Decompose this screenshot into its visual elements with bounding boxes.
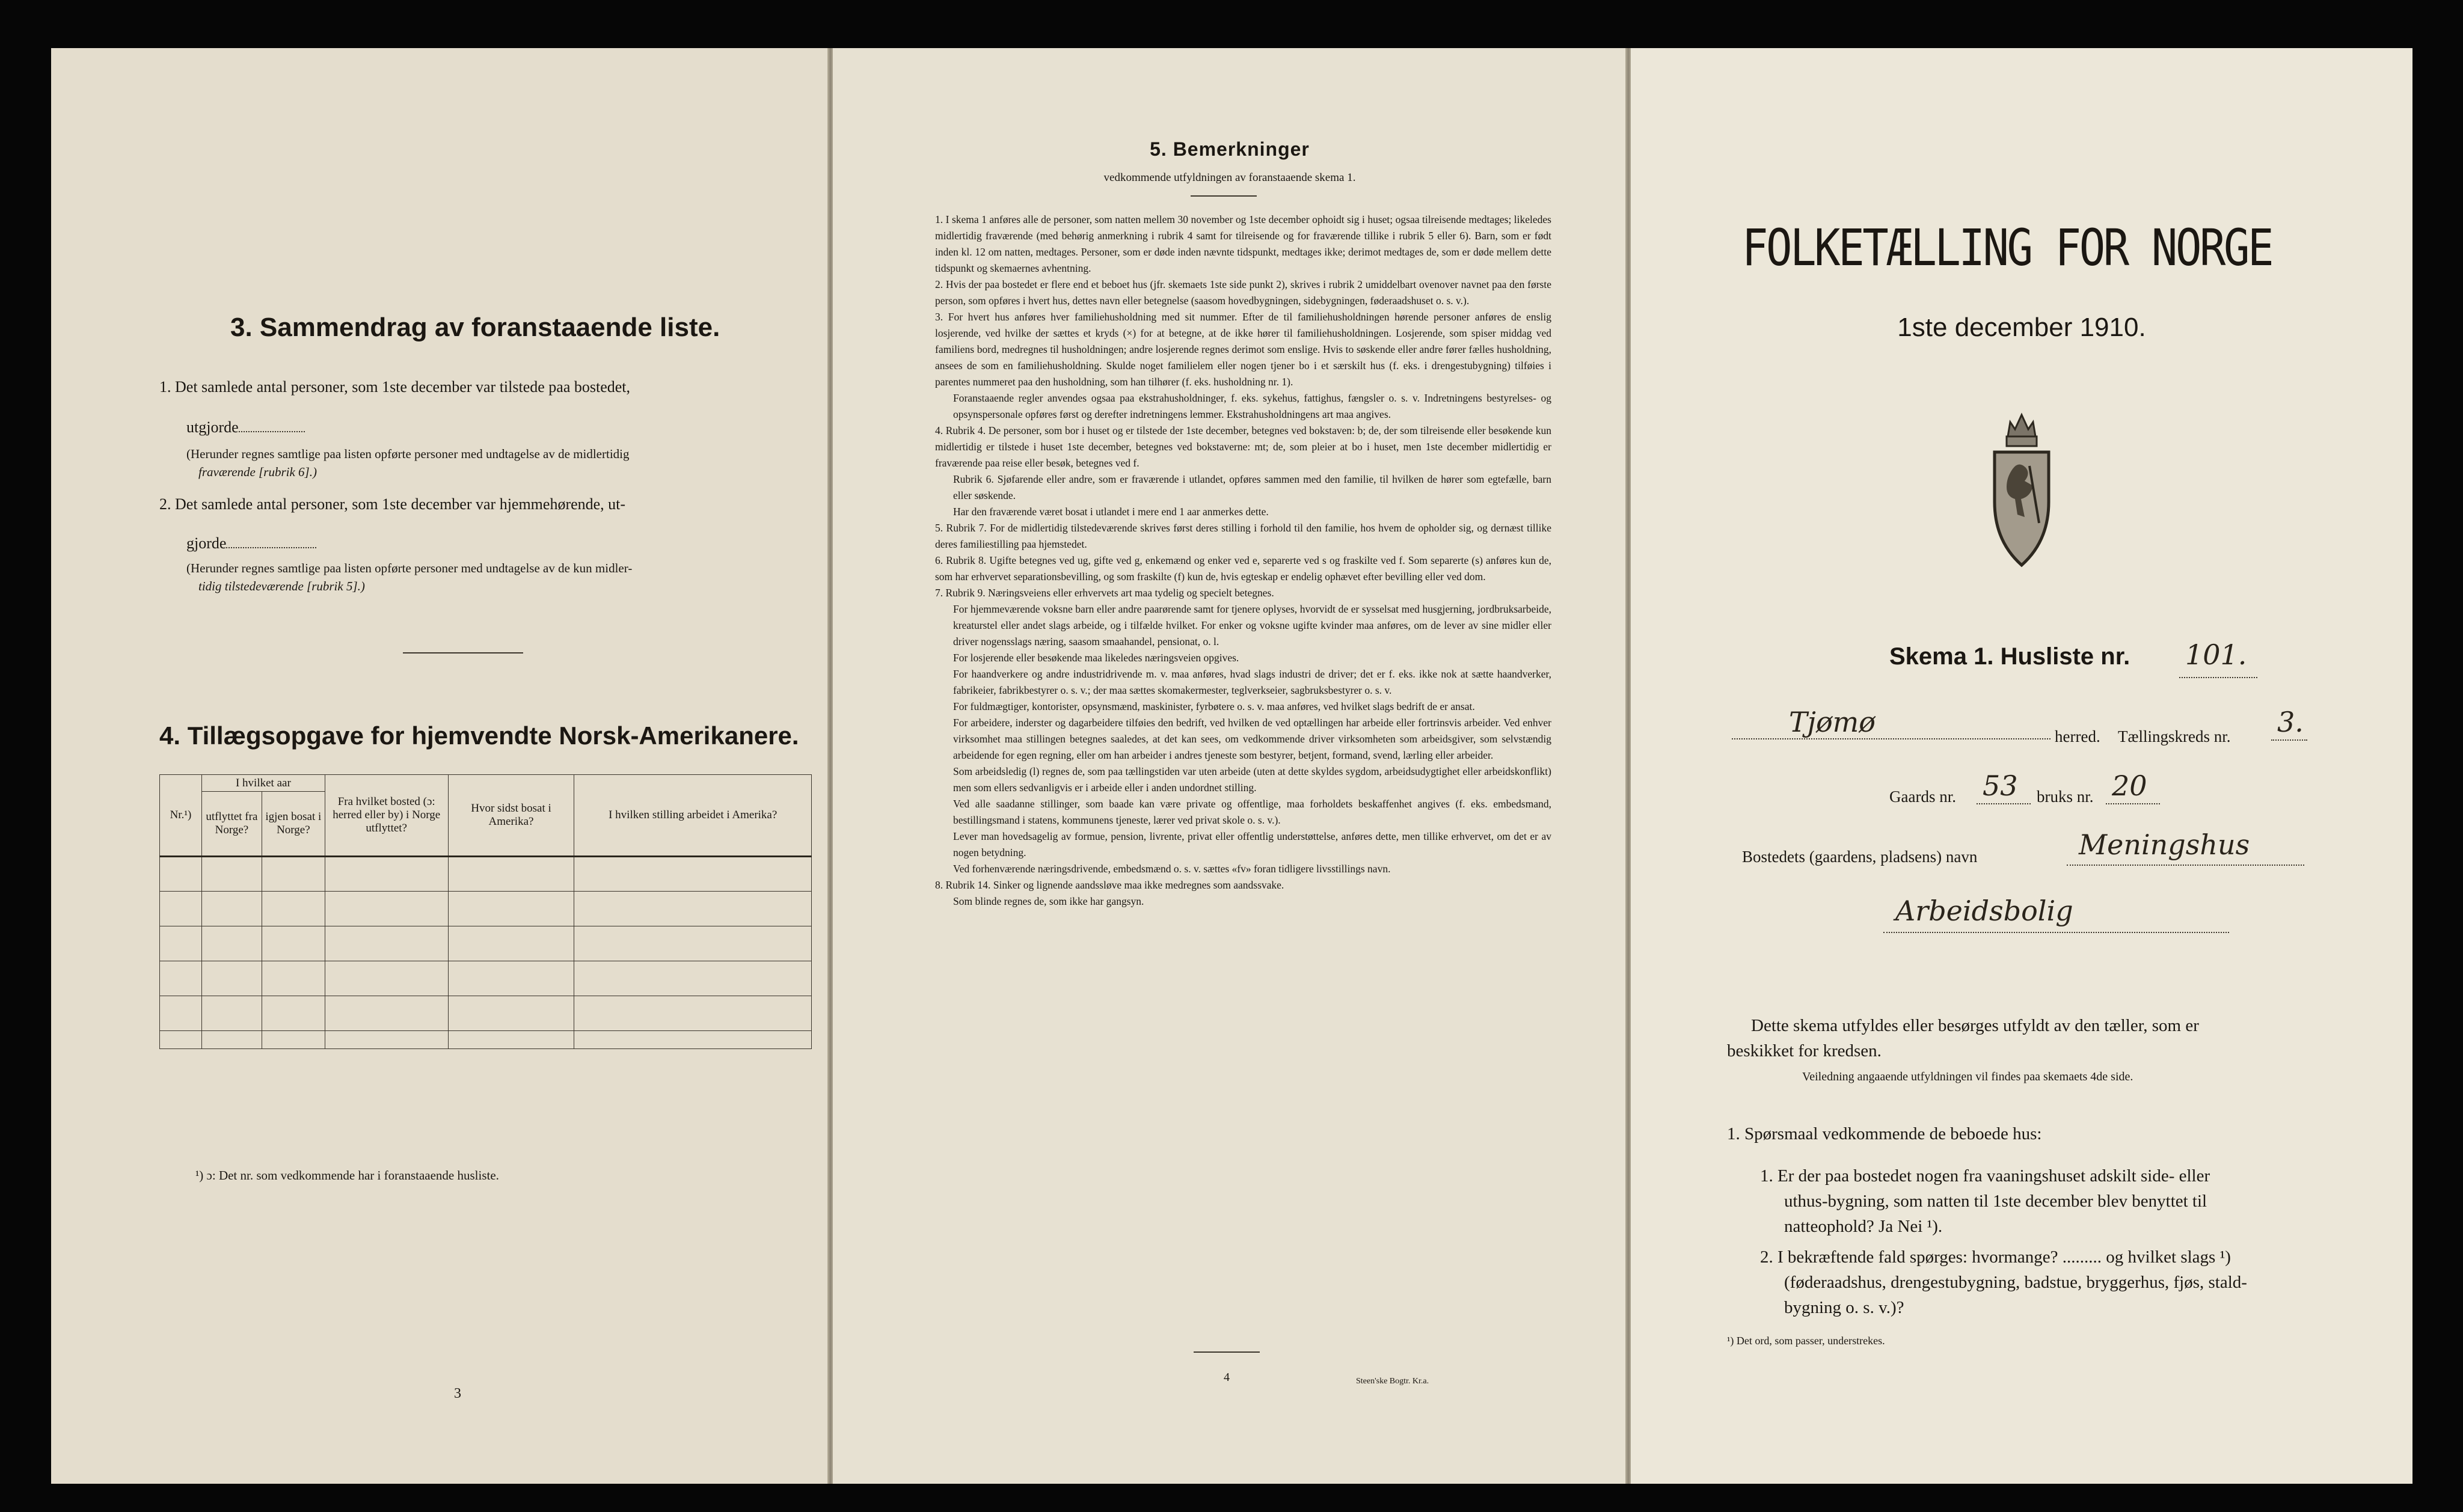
intro-note: Veiledning angaaende utfyldningen vil findes paa skemaets 4de side.	[1802, 1070, 2133, 1083]
herred-label: herred.	[2055, 727, 2100, 745]
remark-6: 6. Rubrik 8. Ugifte betegnes ved ug, gifte ved g, enkemænd og enker ved e, separerte ved s og fraskilte ved f. Som separerte (s) anføres kun de, som har erhvervet separationsbevilling, og som fraskilte (f) kun de, hvis egteskap er endelig ophævet efter bevilling eller ved dom.	[935, 554, 1551, 583]
divider	[1191, 195, 1257, 197]
remark-2: 2. Hvis der paa bostedet er flere end et beboet hus (jfr. skemaets 1ste side punkt 2), skrives i rubrik 2 umiddelbart ovenover navnet paa den første person, som opføres i hvert hus, dettes navn eller betegnelse (saasom hovedbygningen, sidebygningen, føderaadshuset o. s. v.).	[935, 278, 1551, 307]
remark-8b: Som blinde regnes de, som ikke har gangsyn.	[953, 895, 1144, 907]
table-row	[160, 1031, 812, 1049]
questions-heading: 1. Spørsmaal vedkommende de beboede hus:	[1727, 1124, 2042, 1143]
remark-7h: Ved alle saadanne stillinger, som baade kan være private og offentlige, maa forholdets beskaffenhet angives (f. eks. embedsmand, bestillingsmand i statens, kommunens tjeneste, lærer ved privat skole o. s. v.).	[953, 798, 1551, 826]
remark-3b: Foranstaaende regler anvendes ogsaa paa ekstrahusholdninger, f. eks. sykehus, fattighus, fængsler o. s. v. Indretningens bestyrelses- og opsynspersonale opføres først og derefter indretningens lemmer. Ekstrahusholdningens art maa angives.	[953, 392, 1551, 420]
remark-7f: For arbeidere, inderster og dagarbeidere tilføies den bedrift, ved hvilken de ved optællingen har arbeide eller fortrinsvis arbeider. Ved enhver virksomhet maa stillingen betegnes saaledes, at det kan sees, om vedkommende driver virksomheten som arbeidsgiver, som selvstændig arbeidende for egen regning, eller om han arbeider i andres tjeneste som bestyrer, betjent, formand, svend, lærling eller arbeider.	[953, 717, 1551, 761]
summary-item-1-note: (Herunder regnes samtlige paa listen opførte personer med undtagelse av de midlertidig fraværende [rubrik 6].)	[186, 447, 630, 479]
summary-item-2: 2. Det samlede antal personer, som 1ste december var hjemmehørende, ut-	[159, 495, 626, 513]
remark-7b: For hjemmeværende voksne barn eller andre paarørende samt for tjenere oplyses, hvorvidt de er sysselsat med husgjerning, jordbruksarbeide, kreaturstel eller andet slags arbeide, og i tilfælde hvilket. For enker og voksne ugifte kvinder maa anføres, om de lever av sine midler eller driver nogensslags næring, saasom smaahandel, pensionat, o. l.	[953, 603, 1551, 647]
printer-mark: Steen'ske Bogtr. Kr.a.	[1356, 1377, 1429, 1386]
norsk-amerikanere-table	[159, 774, 812, 1049]
table-row	[160, 961, 812, 996]
divider	[403, 652, 523, 653]
herred-field	[1732, 706, 2050, 739]
table-footnote: ¹) ɔ: Det nr. som vedkommende har i foranstaaende husliste.	[195, 1168, 499, 1183]
remark-7c: For losjerende eller besøkende maa likeledes næringsveien opgives.	[953, 652, 1239, 664]
summary-item-1: 1. Det samlede antal personer, som 1ste december var tilstede paa bostedet,	[159, 378, 631, 396]
remark-7: 7. Rubrik 9. Næringsveiens eller erhvervets art maa tydelig og specielt betegnes.	[935, 587, 1274, 599]
census-date: 1ste december 1910.	[1897, 313, 2146, 342]
front-footnote: ¹) Det ord, som passer, understrekes.	[1727, 1335, 1885, 1347]
table-row	[160, 857, 812, 892]
page-number: 4	[1224, 1371, 1230, 1384]
remark-7i: Lever man hovedsagelig av formue, pension, livrente, privat eller offentlig understøttelse, anføres dette, men tillike erhvervet, om det er av nogen betydning.	[953, 830, 1551, 859]
section-3-title: 3. Sammendrag av foranstaaende liste.	[230, 313, 720, 342]
col-bosted: Fra hvilket bosted (ɔ: herred eller by) i Norge utflyttet?	[325, 775, 448, 857]
census-title: FOLKETÆLLING FOR NORGE	[1742, 218, 2272, 277]
col-group-year: I hvilket aar	[201, 775, 325, 792]
bosted-value: Meningshus	[2079, 828, 2250, 861]
coat-of-arms-icon	[1977, 397, 2067, 577]
remarks-title: 5. Bemerkninger	[1150, 138, 1310, 160]
table-row	[160, 996, 812, 1031]
remark-8: 8. Rubrik 14. Sinker og lignende aandssløve maa ikke medregnes som aandssvake.	[935, 879, 1284, 891]
remark-5: 5. Rubrik 7. For de midlertidig tilstedeværende skrives først deres stilling i forhold til den familie, hos hvem de opholder sig, og dernæst tillike deres familiestilling paa hjemstedet.	[935, 522, 1551, 550]
remark-3: 3. For hvert hus anføres hver familiehusholdning med sit nummer. Efter de til familiehusholdningen hørende personer anføres de enslig losjerende, ved hvilke der sættes et kryds (×) for at betegne, at de ikke hører til familiehusholdningen. Losjerende, som spiser middag ved familiens bord, medregnes til husholdningen; andre losjerende regnes derimot som enslige. Hvis to søskende eller andre fører fælles husholdning, ansees de som en familiehusholdning. Skulde noget familielem eller nogen tjener bo i et særskilt hus (f. eks. i drengestubygning) tilføies i parentes nummeret paa den husholdning, som han tilhører (f. eks. husholdning nr. 1).	[935, 311, 1551, 388]
col-igjen-bosat: igjen bosat i Norge?	[262, 792, 325, 857]
table-row	[160, 892, 812, 926]
question-2: 2. I bekræftende fald spørges: hvormange? ......... og hvilket slags ¹) (føderaadshus, drengestubygning, badstue, bryggerhus, fjøs, stald- bygning o. s. v.)?	[1760, 1247, 2247, 1317]
bosted-value-2: Arbeidsbolig	[1895, 895, 2073, 927]
remarks-list	[935, 212, 1551, 910]
bruks-field	[2106, 770, 2160, 804]
husliste-field	[2179, 638, 2257, 678]
divider	[1194, 1351, 1260, 1353]
herred-value: Tjømø	[1789, 706, 1876, 738]
skema-label: Skema 1. Husliste nr.	[1889, 643, 2130, 670]
col-amerika-bosat: Hvor sidst bosat i Amerika?	[448, 775, 574, 857]
col-stilling: I hvilken stilling arbeidet i Amerika?	[574, 775, 812, 857]
col-nr: Nr.¹)	[160, 775, 202, 857]
front-page	[1631, 48, 2412, 1484]
kreds-value: 3.	[2277, 706, 2304, 738]
remark-7e: For fuldmægtiger, kontorister, opsynsmænd, maskinister, fyrbøtere o. s. v. maa anføres, ved hvilket slags bedrift de er ansat.	[953, 700, 1475, 712]
gaards-label: Gaards nr.	[1889, 788, 1956, 806]
remark-4: 4. Rubrik 4. De personer, som bor i huset og er tilstede der 1ste december, betegnes ved bokstaven: b; de, der som tilreisende eller besøkende kun midlertidig er tilstede i huset 1ste december, betegnes ved bokstaverne: mt; de, som pleier at bo i huset, men 1ste december midlertidig er fraværende paa reise eller besøk, betegnes ved f.	[935, 424, 1551, 469]
bruks-label: bruks nr.	[2037, 788, 2094, 806]
summary-item-2-note: (Herunder regnes samtlige paa listen opførte personer med undtagelse av de kun midler- tidig tilstedeværende [rubrik 5].)	[186, 561, 633, 593]
summary-item-1-cont: utgjorde	[186, 416, 305, 439]
kreds-field	[2271, 706, 2307, 741]
bosted-label: Bostedets (gaardens, pladsens) navn	[1742, 848, 1978, 866]
gaards-value: 53	[1983, 770, 2018, 802]
section-4-title: 4. Tillægsopgave for hjemvendte Norsk-Amerikanere.	[159, 721, 799, 750]
page-3-summary	[51, 48, 830, 1484]
remarks-subtitle: vedkommende utfyldningen av foranstaaende skema 1.	[1103, 171, 1356, 184]
remark-7d: For haandverkere og andre industridrivende m. v. maa anføres, hvad slags industri de driver; det er f. eks. ikke nok at sætte haandverker, fabrikeier, fabrikbestyrer o. s. v.; der maa sættes skomakermester, teglverkseier, sagbruksbestyrer o. s. v.	[953, 668, 1551, 696]
remark-1: 1. I skema 1 anføres alle de personer, som natten mellem 30 november og 1ste december ophoidt sig i huset; ogsaa tilreisende medtages; likeledes midlertidig fraværende (med behørig anmerkning i rubrik 4 samt for tilreisende og for fraværende tillike i rubrik 5 eller 6). Barn, som er født inden kl. 12 om natten, medtages. Personer, som er døde inden nævnte tidspunkt, medtages ikke; derimot medtages de, som er døde mellem dette tidspunkt og skemaernes avhentning.	[935, 213, 1551, 274]
page-4-remarks	[833, 48, 1627, 1484]
bosted-field	[2067, 830, 2304, 866]
page-number: 3	[454, 1386, 461, 1401]
table-row	[160, 926, 812, 961]
intro-text: Dette skema utfyldes eller besørges utfyldt av den tæller, som er beskikket for kredsen.	[1727, 1016, 2199, 1061]
summary-item-2-cont: gjorde	[186, 532, 316, 555]
remark-4c: Har den fraværende været bosat i utlandet i mere end 1 aar anmerkes dette.	[953, 506, 1269, 518]
question-1: 1. Er der paa bostedet nogen fra vaaningshuset adskilt side- eller uthus-bygning, som natten til 1ste december blev benyttet til natteophold? Ja Nei ¹).	[1760, 1166, 2210, 1236]
remark-4b: Rubrik 6. Sjøfarende eller andre, som er fraværende i utlandet, opføres sammen med den familie, til hvilken de hører som egtefælle, barn eller søskende.	[953, 473, 1551, 501]
gaards-field	[1977, 770, 2031, 804]
remark-7j: Ved forhenværende næringsdrivende, embedsmænd o. s. v. sættes «fv» foran tidligere livsstillings navn.	[953, 863, 1391, 875]
husliste-nr: 101.	[2185, 638, 2247, 671]
bosted-field-2	[1883, 890, 2229, 933]
kreds-label: Tællingskreds nr.	[2118, 727, 2231, 745]
col-utflyttet: utflyttet fra Norge?	[201, 792, 262, 857]
remark-7g: Som arbeidsledig (l) regnes de, som paa tællingstiden var uten arbeide (uten at dette skyldes sygdom, arbeidsudygtighet eller arbeidskonflikt) men som ellers sedvanligvis er i arbeide eller i anden undordnet stilling.	[953, 765, 1551, 794]
bruks-value: 20	[2112, 770, 2147, 802]
